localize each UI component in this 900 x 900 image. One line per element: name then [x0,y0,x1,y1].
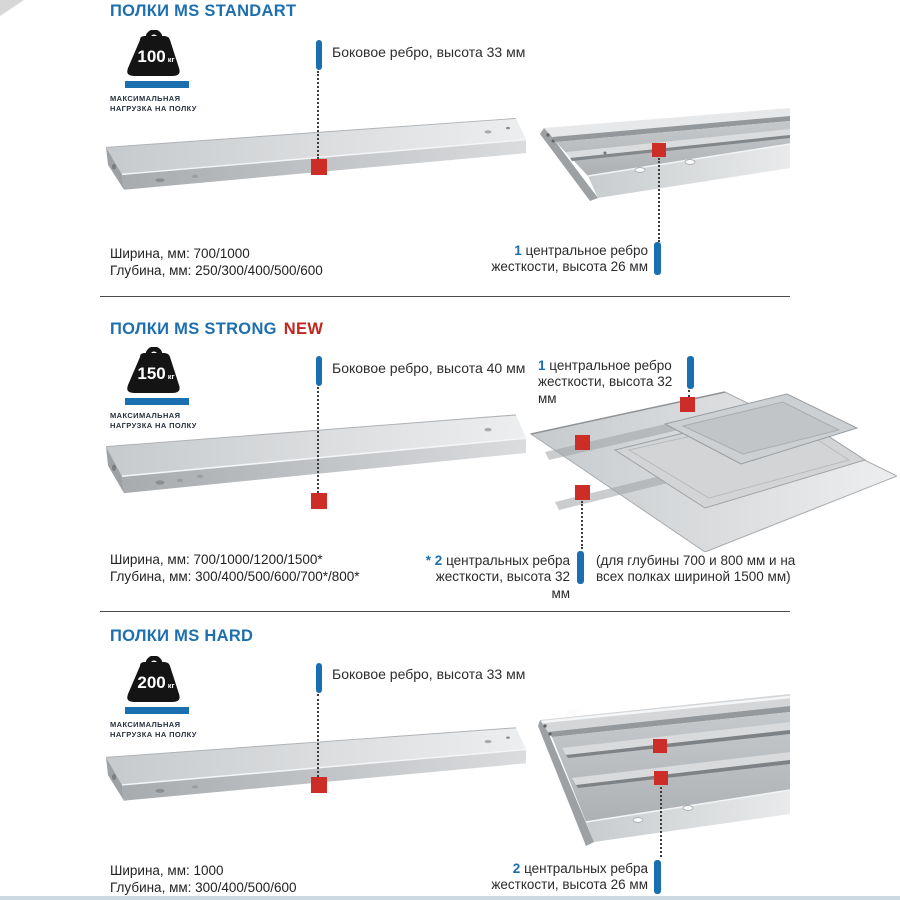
weight-unit: кг [167,55,175,64]
side-rib-label: Боковое ребро, высота 33 мм [332,666,526,682]
rib-note-line2: всех полках шириной 1500 мм) [596,569,791,585]
rib-text-line1: центральное ребро [521,243,648,258]
weight-icon [124,656,188,706]
section-title-text: ПОЛКИ MS STANDART [110,2,297,20]
rib-text-line1: центральное ребро [545,358,672,373]
dimensions [110,862,296,896]
rib-note [596,553,796,586]
leader-line [317,71,319,159]
width-spec: Ширина, мм: 700/1000 [110,246,250,261]
rib-marker [311,493,327,509]
leader-line [581,501,583,549]
rib-marker [680,397,695,412]
annotation-bar [316,663,322,693]
max-load-value [124,47,188,67]
weight-caption-line1: МАКСИМАЛЬНАЯ [110,411,181,420]
dimensions [110,245,323,279]
rib-text-line2: жесткости, высота 32 мм [435,569,570,601]
depth-spec: Глубина, мм: 250/300/400/500/600 [110,263,323,278]
width-spec: Ширина, мм: 1000 [110,863,224,878]
weight-caption-line1: МАКСИМАЛЬНАЯ [110,720,181,729]
leader-line [658,158,660,242]
rib-marker [652,143,666,157]
leader-line [317,387,319,493]
annotation-bar [316,356,322,386]
weight-caption-line2: НАГРУЗКА НА ПОЛКУ [110,420,197,430]
bottom-edge-band [0,896,900,900]
section-title [110,320,323,339]
max-load-value [124,364,188,384]
rib-marker [575,485,590,500]
rib-count: * 2 [425,553,443,568]
width-spec: Ширина, мм: 700/1000/1200/1500* [110,552,323,567]
leader-line [317,694,319,777]
center-rib-label [468,861,648,894]
depth-spec: Глубина, мм: 300/400/500/600 [110,880,297,895]
max-load-value [124,673,188,693]
leader-line [660,787,662,857]
annotation-bar [654,242,661,275]
rib-count: 1 [538,358,546,373]
shelf-top-image [100,398,530,546]
rib-marker [575,435,590,450]
weight-icon [124,347,188,397]
side-rib-label: Боковое ребро, высота 33 мм [332,44,526,60]
weight-unit: кг [167,681,175,690]
section-title-text: ПОЛКИ MS HARD [110,627,254,645]
section-title [110,627,253,646]
rib-marker [653,739,667,753]
annotation-bar [687,356,694,389]
rib-text-line2: жесткости, высота 32 мм [538,374,673,406]
rib-text-line1: центральных ребра [442,553,570,568]
depth-spec: Глубина, мм: 300/400/500/600/700*/800* [110,569,360,584]
leader-line [688,390,690,397]
weight-number: 100 [137,47,166,66]
rib-count: 1 [514,243,522,258]
center-rib2-label [420,553,570,602]
weight-unit: кг [167,372,175,381]
rib-marker [311,159,327,175]
annotation-bar [316,40,322,70]
rib-note-line1: (для глубины 700 и 800 мм и на [596,553,796,568]
weight-number: 200 [137,673,166,692]
section-divider [100,611,790,612]
section-title-text: ПОЛКИ MS STRONG [110,320,277,338]
center-rib-label [538,358,688,407]
annotation-bar [654,860,661,894]
weight-caption-line2: НАГРУЗКА НА ПОЛКУ [110,729,197,739]
weight-number: 150 [137,364,166,383]
side-rib-label: Боковое ребро, высота 40 мм [332,360,526,376]
section-divider [100,296,790,297]
weight-icon [124,30,188,80]
rib-marker [311,777,327,793]
annotation-bar [577,551,584,584]
dimensions [110,551,360,585]
rib-count: 2 [512,861,521,876]
weight-caption-line1: МАКСИМАЛЬНАЯ [110,94,181,103]
rib-marker [654,771,668,785]
section-title [110,2,296,21]
weight-underline [125,81,189,88]
page-corner-artifact [0,0,24,16]
rib-text-line1: центральных ребра [520,861,648,876]
weight-caption-line2: НАГРУЗКА НА ПОЛКУ [110,103,197,113]
center-rib-label [468,243,648,276]
new-badge: NEW [283,320,324,338]
rib-text-line2: жесткости, высота 26 мм [491,259,648,275]
rib-text-line2: жесткости, высота 26 мм [491,877,648,893]
